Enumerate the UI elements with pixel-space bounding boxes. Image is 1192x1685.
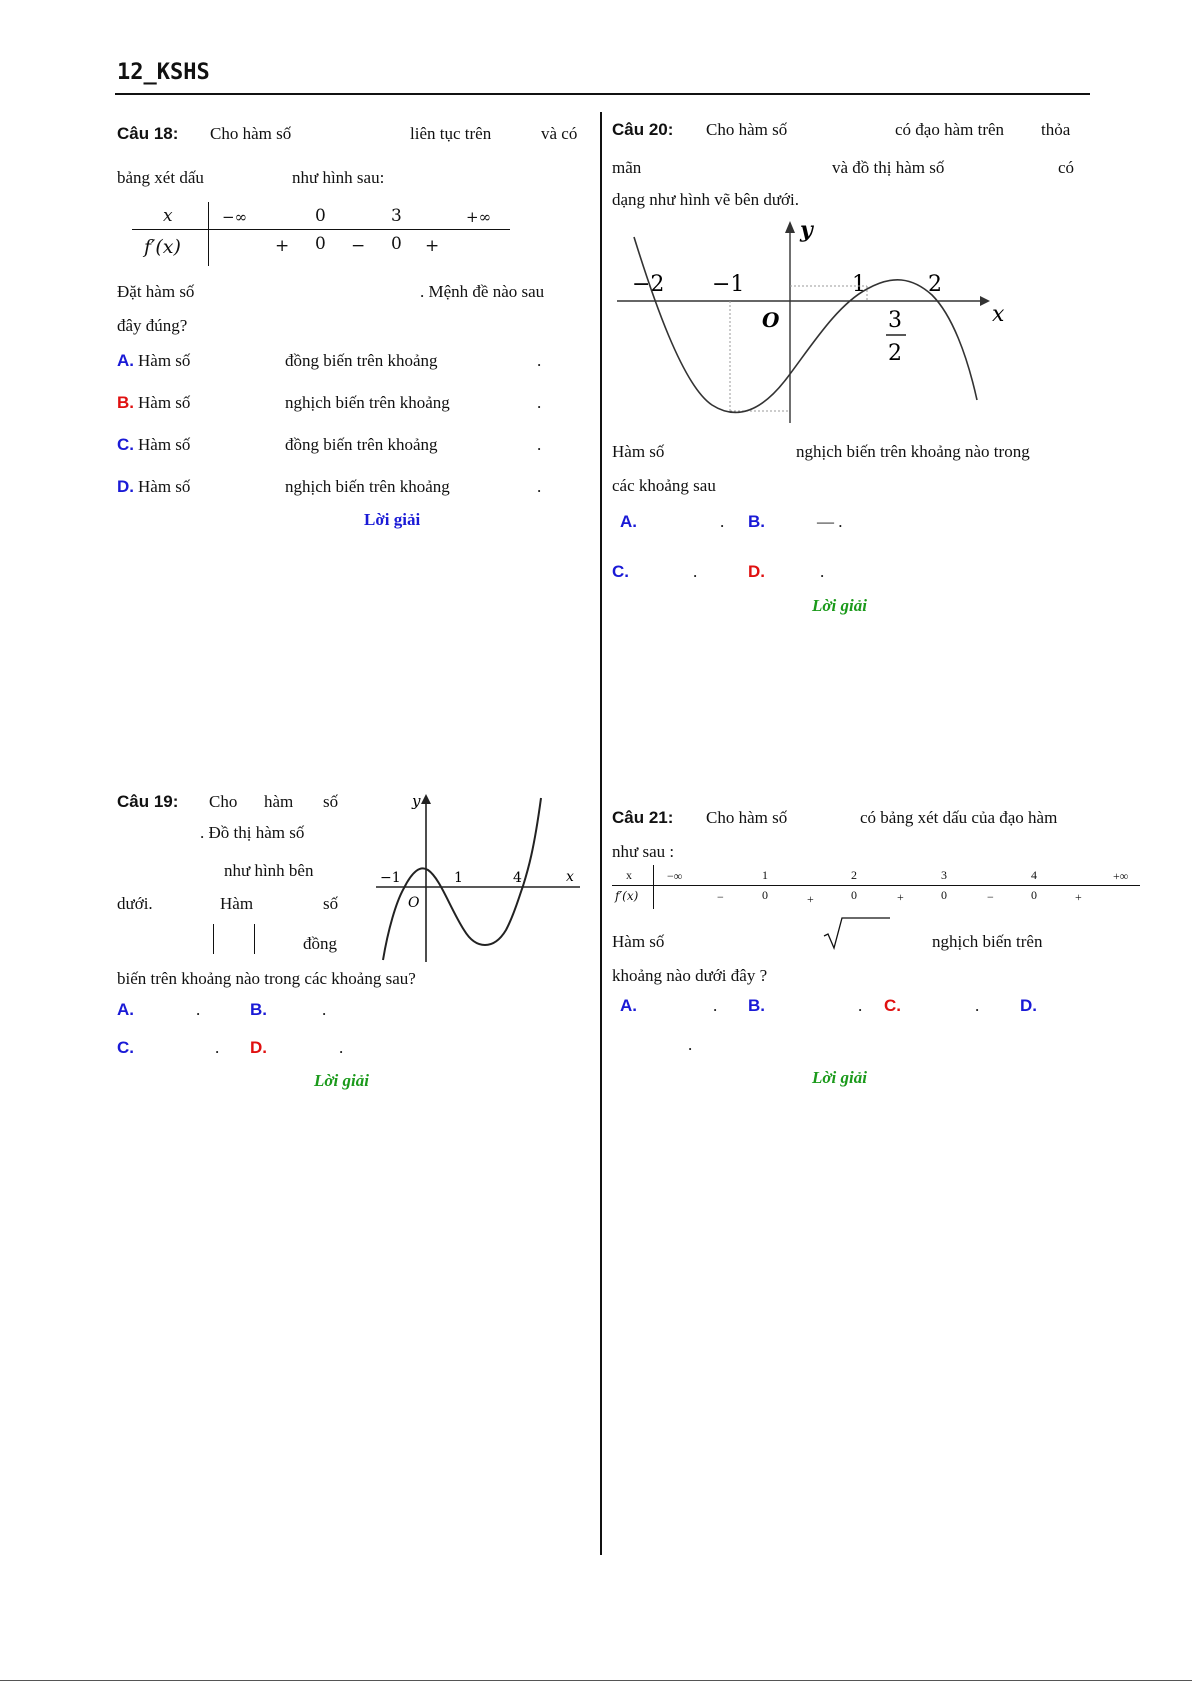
q21-row-x-cell: 1 [762,868,768,882]
q18-option-text: Hàm số [138,393,191,412]
abs-bar-right [254,924,255,954]
q21-row-fp-cell: − [987,890,994,904]
q20-graph-tick-neg1: −1 [712,272,745,297]
q18-label: Câu 18: [117,124,179,143]
q18-option-letter: C. [117,435,134,454]
q21-l2: như sau : [612,842,675,861]
q21-solution-heading: Lời giải [812,1068,867,1087]
q19-graph [368,790,586,962]
q19-option-end: . [339,1038,344,1057]
q19-l1c: số [323,792,339,811]
q21-option-letter: D. [1020,996,1037,1015]
sqrt-symbol [822,916,892,950]
q20-label: Câu 20: [612,120,674,139]
q21-row-fp-cell: + [807,892,814,906]
q21-row-fp-cell: 0 [1031,888,1037,902]
q20-graph-y-arrow [785,221,795,233]
q20-graph-xlabel: x [992,302,1005,327]
q19-l4b: Hàm [220,894,254,913]
q21-row-x-cell: 3 [941,868,947,882]
q18-option-letter: A. [117,351,134,370]
q21-l3b: nghịch biến trên [932,932,1043,951]
q20-option-letter: C. [612,562,629,581]
q18-row-x-cell: −∞ [222,208,248,226]
q21-l1a: Cho hàm số [706,808,788,827]
q19-l4a: dưới. [117,894,153,913]
q21-option-d-end: . [688,1035,693,1054]
q18-option-letter: B. [117,393,134,412]
q19-graph-origin: O [408,895,420,911]
q18-option-text: Hàm số [138,477,191,496]
q18-option-end: . [537,477,542,496]
q21-option-end: . [975,996,980,1015]
header-rule [115,93,1090,95]
q20-option-end: — . [817,512,843,531]
q20-l3: dạng như hình vẽ bên dưới. [612,190,799,209]
q20-l1b: có đạo hàm trên [895,120,1005,139]
q18-option-text: nghịch biến trên khoảng [285,477,450,496]
q20-l2c: có [1058,158,1075,177]
q20-option-end: . [693,562,698,581]
q18-line4: đây đúng? [117,316,188,335]
q21-table-hline [612,885,1140,886]
q19-graph-tick-neg1: −1 [380,870,401,886]
q21-l3a: Hàm số [612,932,665,951]
page-header-title: 12_KSHS [117,60,210,85]
q20-graph-tick-neg2: −2 [632,272,665,297]
q21-row-x-cell: −∞ [667,869,683,883]
q19-graph-tick-4: 4 [513,870,522,886]
q20-l1a: Cho hàm số [706,120,788,139]
q20-l1c: thỏa [1041,120,1071,139]
q20-l2b: và đồ thị hàm số [832,158,945,177]
q18-row-x-head: x [163,206,173,226]
abs-bar-left [213,924,214,954]
q18-option-text: Hàm số [138,351,191,370]
q20-l5: các khoảng sau [612,476,716,495]
q20-graph-tick-2: 2 [928,272,942,297]
q20-graph [612,215,1012,425]
q18-option-text: đồng biến trên khoảng [285,435,438,454]
q21-option-letter: B. [748,996,765,1015]
q18-row-fp-cell: 0 [315,234,326,254]
q18-option-end: . [537,435,542,454]
q19-l1a: Cho [209,792,238,811]
q18-row-fp-cell: 0 [391,234,402,254]
q18-line3a: Đặt hàm số [117,282,195,301]
q21-row-x-head: x [626,868,632,882]
q21-row-fp-head: f′(x) [615,889,639,903]
q19-solution-heading: Lời giải [314,1071,369,1090]
q21-table-vline [653,865,654,909]
q19-option-letter: A. [117,1000,134,1019]
q20-l2a: mãn [612,158,642,177]
q19-option-letter: D. [250,1038,267,1057]
q21-option-end: . [858,996,863,1015]
q19-l1b: hàm [264,792,294,811]
q21-row-fp-cell: + [1075,890,1082,904]
q20-option-letter: A. [620,512,637,531]
q20-option-letter: B. [748,512,765,531]
q18-stem-part2: liên tục trên [410,124,492,143]
q18-stem-part3: và có [541,124,578,143]
q19-graph-xlabel: x [566,869,574,885]
q18-row-fp-cell: − [351,236,366,256]
q19-l4c: số [323,894,339,913]
q20-graph-x-arrow [980,296,990,306]
q18-option-end: . [537,393,542,412]
q18-stem-part1: Cho hàm số [210,124,292,143]
q19-option-end: . [215,1038,220,1057]
q19-label: Câu 19: [117,792,179,811]
q18-solution-heading: Lời giải [364,510,421,529]
q18-line3b: . Mệnh đề nào sau [420,282,545,301]
q18-row-x-cell: +∞ [466,208,492,226]
q18-option-letter: D. [117,477,134,496]
q18-line2b: như hình sau: [292,168,385,187]
q19-option-end: . [196,1000,201,1019]
q21-option-end: . [713,996,718,1015]
q18-option-text: nghịch biến trên khoảng [285,393,450,412]
q18-option-text: Hàm số [138,435,191,454]
q18-row-fp-cell: + [425,236,440,256]
q20-graph-frac-den: 2 [888,341,902,366]
q19-l5: đồng [303,934,337,953]
q21-l1b: có bảng xét dấu của đạo hàm [860,808,1058,827]
q19-graph-ylabel: y [412,792,421,810]
q18-table-vline [208,202,209,266]
q18-row-x-cell: 3 [391,206,402,226]
q19-graph-y-arrow [421,794,431,804]
q21-row-x-cell: 4 [1031,868,1037,882]
footer-rule [0,1680,1192,1681]
q18-line2a: bảng xét dấu [117,168,204,187]
q20-option-end: . [720,512,725,531]
q18-option-end: . [537,351,542,370]
q19-option-letter: B. [250,1000,267,1019]
q20-graph-origin: O [762,308,780,332]
q21-row-x-cell: +∞ [1113,869,1129,883]
q20-graph-frac-num: 3 [888,308,902,333]
q19-l6: biến trên khoảng nào trong các khoảng sau? [117,969,416,988]
q19-graph-tick-1: 1 [454,870,463,886]
q20-graph-ylabel: y [800,217,813,243]
q20-l4b: nghịch biến trên khoảng nào trong [796,442,1030,461]
q21-option-letter: C. [884,996,901,1015]
q21-row-fp-cell: 0 [941,888,947,902]
q18-table-hline [132,229,510,230]
q21-row-fp-cell: − [717,890,724,904]
q21-row-fp-cell: 0 [851,888,857,902]
q21-option-letter: A. [620,996,637,1015]
q21-row-fp-cell: + [897,890,904,904]
q19-l3: như hình bên [224,861,314,880]
q19-option-end: . [322,1000,327,1019]
q20-graph-curve [634,237,977,412]
q18-row-fp-cell: + [275,236,290,256]
q21-row-x-cell: 2 [851,868,857,882]
q20-option-letter: D. [748,562,765,581]
column-divider [600,112,602,1555]
q20-graph-tick-1: 1 [852,272,866,297]
q21-l4: khoảng nào dưới đây ? [612,966,768,985]
q20-l4a: Hàm số [612,442,665,461]
q20-option-end: . [820,562,825,581]
q19-l2: . Đồ thị hàm số [200,823,305,842]
q18-row-x-cell: 0 [315,206,326,226]
q18-row-fp-head: f′(x) [144,236,181,258]
q21-label: Câu 21: [612,808,674,827]
q19-option-letter: C. [117,1038,134,1057]
q18-option-text: đồng biến trên khoảng [285,351,438,370]
q21-row-fp-cell: 0 [762,888,768,902]
q20-solution-heading: Lời giải [812,596,867,615]
